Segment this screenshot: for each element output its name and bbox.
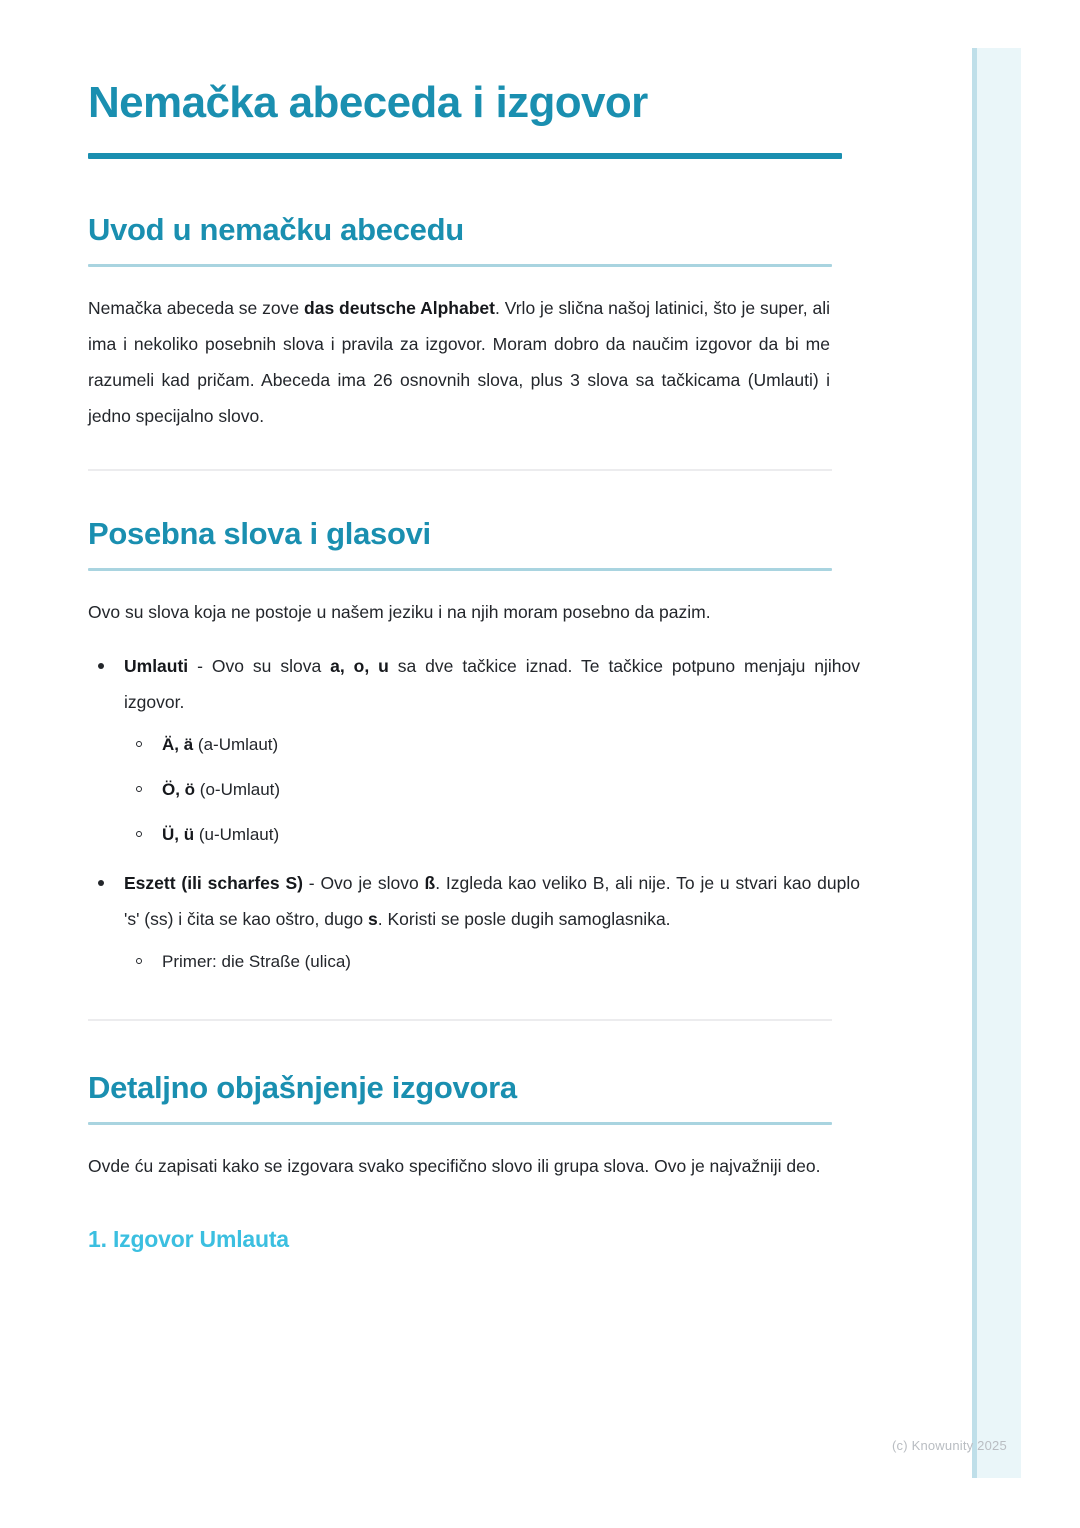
sublist-item-u-umlaut — [124, 821, 848, 848]
paragraph-uvod-part1: Nemačka abeceda se zove — [88, 298, 305, 319]
page-title: Nemačka abeceda i izgovor — [88, 78, 648, 127]
section-heading-detaljno: Detaljno objašnjenje izgovora — [88, 1070, 517, 1106]
eszett-text-a: - Ovo je slovo — [302, 873, 425, 894]
paragraph-uvod-bold: das deutsche Alphabet — [304, 298, 495, 319]
section-heading-uvod: Uvod u nemačku abecedu — [88, 212, 464, 248]
list-item-umlauti — [88, 649, 860, 848]
section-heading-posebna: Posebna slova i glasovi — [88, 515, 431, 551]
sublist-item-o-umlaut — [124, 776, 848, 803]
a-umlaut-letters: Ä, ä — [162, 734, 194, 754]
section-posebna-slova — [88, 515, 930, 975]
eszett-example-text: Primer: die Straße (ulica) — [162, 952, 351, 972]
paragraph-uvod — [88, 291, 830, 435]
bullet-circle-icon — [136, 786, 142, 792]
special-letters-list — [88, 649, 860, 975]
section-uvod — [88, 211, 930, 435]
sublist-item-eszett-example — [124, 948, 848, 975]
eszett-text-b: . Izgleda kao veliko B, ali nije. To je u stvari kao duplo 's' (ss) i čita se kao oštro, dugo — [124, 873, 860, 930]
umlauti-text-a: - Ovo su slova — [188, 656, 331, 677]
umlauti-text-b: sa dve tačkice iznad. Te tačkice potpuno menjaju njihov izgovor. — [124, 656, 860, 712]
list-item-umlauti-text — [124, 649, 860, 721]
u-umlaut-label: (u-Umlaut) — [194, 825, 280, 845]
umlaut-sublist — [124, 731, 848, 849]
paragraph-uvod-part2: . Vrlo je slična našoj latinici, što je super, ali ima i nekoliko posebnih slova i pravila za izgovor. Moram dobro da naučim izgovor da bi me razumeli kad pričam. Abeceda ima 26 osnovnih slova, plus 3 slova sa tačkicama (Umlauti) i jedno specijalno slovo. — [88, 298, 830, 427]
eszett-sublist — [124, 948, 848, 975]
eszett-text-c: . Koristi se posle dugih samoglasnika. — [377, 909, 671, 930]
watermark: (c) Knowunity 2025 — [892, 1438, 1007, 1453]
umlauti-bold-vowels: a, o, u — [330, 656, 389, 677]
eszett-bold-s: s — [368, 909, 378, 930]
paragraph-detaljno-intro: Ovde ću zapisati kako se izgovara svako specifično slovo ili grupa slova. Ovo je najvažniji deo. — [88, 1156, 821, 1177]
bullet-circle-icon — [136, 741, 142, 747]
right-accent-strip — [972, 48, 1021, 1478]
list-item-eszett — [88, 866, 860, 975]
u-umlaut-letters: Ü, ü — [162, 825, 195, 845]
subheading-izgovor-umlauta: 1. Izgovor Umlauta — [88, 1226, 289, 1253]
o-umlaut-label: (o-Umlaut) — [195, 779, 281, 799]
bullet-circle-icon — [136, 831, 142, 837]
umlauti-lead: Umlauti — [124, 656, 189, 677]
eszett-lead: Eszett (ili scharfes S) — [124, 873, 303, 894]
bullet-disc-icon — [98, 663, 104, 669]
list-item-eszett-text — [124, 866, 860, 938]
eszett-bold-letter: ß — [424, 873, 436, 894]
bullet-disc-icon — [98, 880, 104, 886]
paragraph-posebna-intro: Ovo su slova koja ne postoje u našem jeziku i na njih moram posebno da pazim. — [88, 602, 711, 623]
sublist-item-a-umlaut — [124, 731, 848, 758]
bullet-circle-icon — [136, 958, 142, 964]
section-detaljno — [88, 1069, 930, 1254]
a-umlaut-label: (a-Umlaut) — [193, 734, 279, 754]
o-umlaut-letters: Ö, ö — [162, 779, 196, 799]
